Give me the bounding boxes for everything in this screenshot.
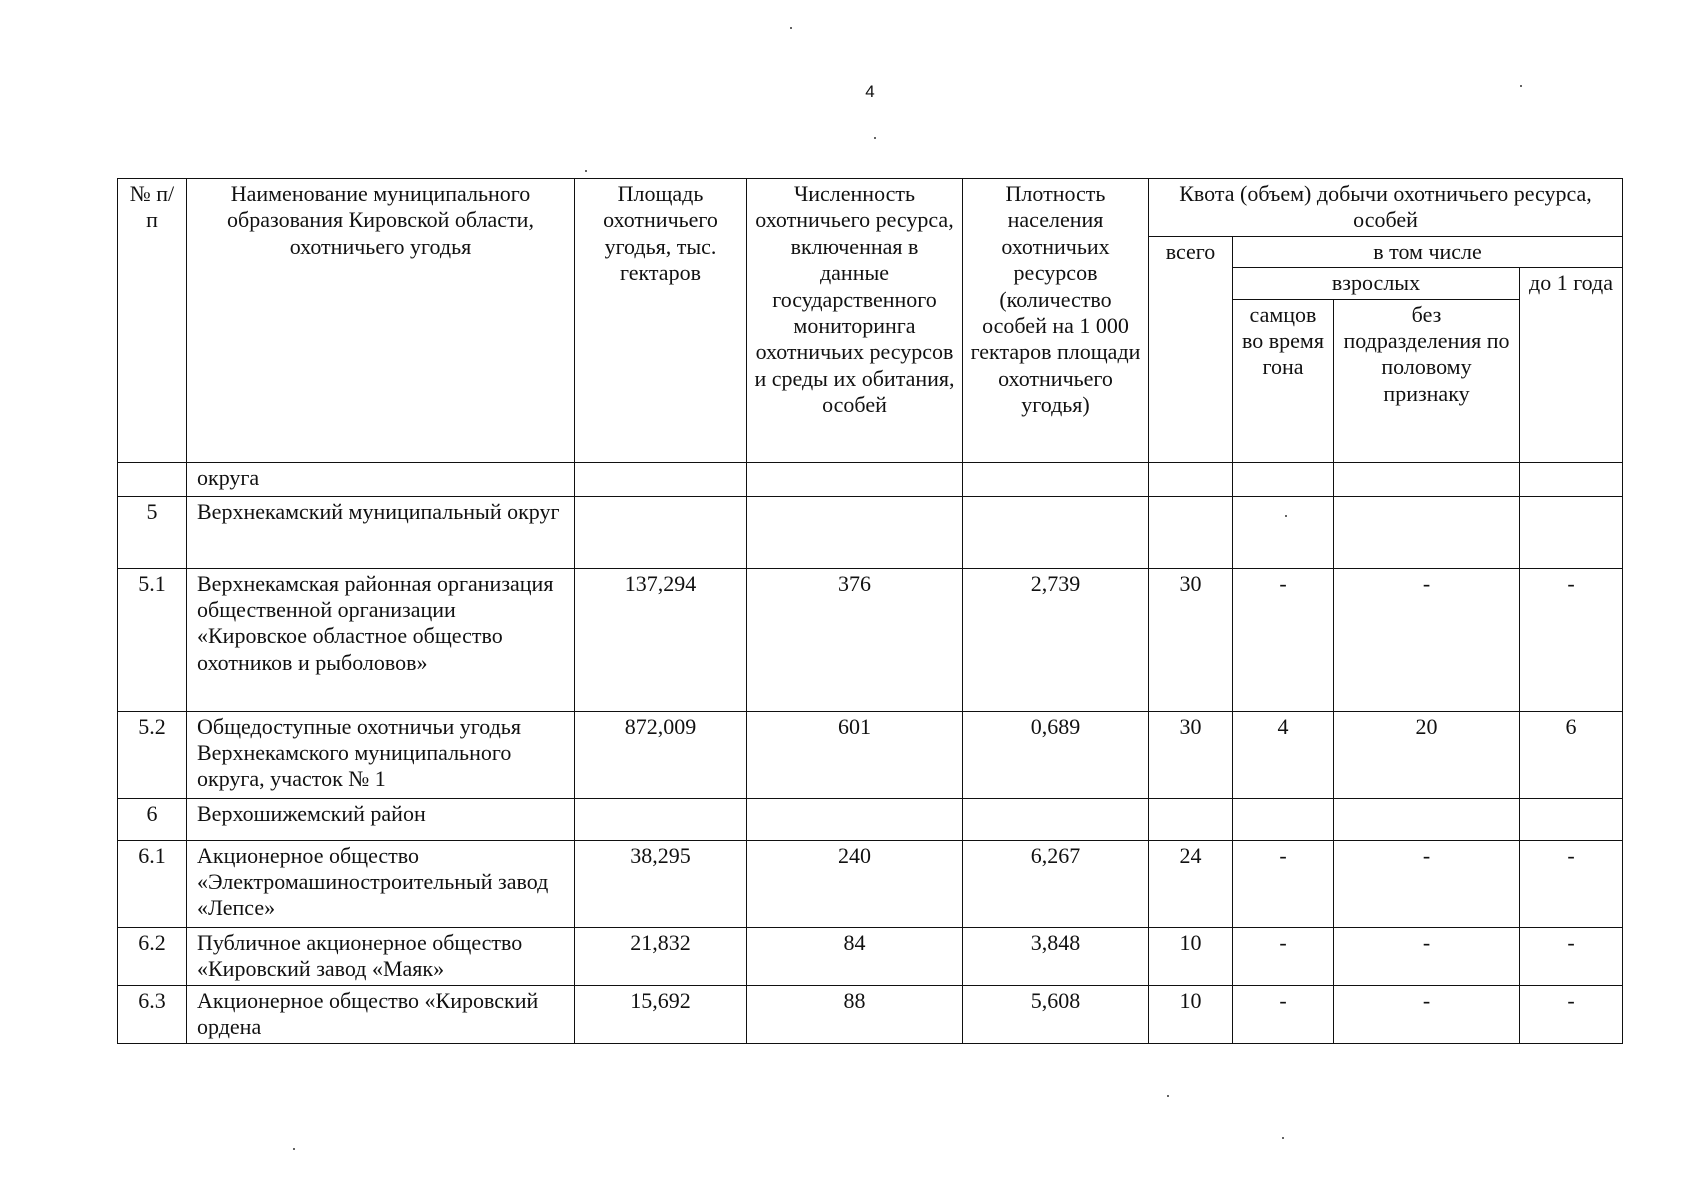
header-including: в том числе <box>1233 236 1623 267</box>
row-total: 30 <box>1149 568 1233 711</box>
row-area <box>575 462 747 496</box>
row-area: 137,294 <box>575 568 747 711</box>
row-count: 88 <box>747 985 963 1043</box>
scan-speck <box>1282 1137 1284 1139</box>
row-males <box>1233 462 1334 496</box>
row-no-sex <box>1334 462 1520 496</box>
row-males: - <box>1233 568 1334 711</box>
scan-speck <box>293 1148 295 1150</box>
row-num: 5 <box>118 496 187 568</box>
row-num: 5.1 <box>118 568 187 711</box>
row-males: - <box>1233 927 1334 985</box>
header-total: всего <box>1149 236 1233 462</box>
table-body <box>118 462 1623 1043</box>
row-density: 3,848 <box>963 927 1149 985</box>
row-under-year: - <box>1520 985 1623 1043</box>
row-density <box>963 798 1149 840</box>
row-males <box>1233 798 1334 840</box>
row-total: 30 <box>1149 711 1233 798</box>
row-num: 6.1 <box>118 840 187 927</box>
header-no-sex: без подразделения по половому признаку <box>1334 299 1520 462</box>
table-row <box>118 927 1623 985</box>
row-total: 10 <box>1149 985 1233 1043</box>
header-area: Площадь охотничьего угодья, тыс. гектаров <box>575 179 747 463</box>
row-name: Верхнекамский муниципальный округ <box>187 496 575 568</box>
row-name: Верхошижемский район <box>187 798 575 840</box>
row-count <box>747 496 963 568</box>
row-males: 4 <box>1233 711 1334 798</box>
header-num: № п/п <box>118 179 187 463</box>
row-no-sex <box>1334 496 1520 568</box>
row-count <box>747 798 963 840</box>
row-no-sex: - <box>1334 568 1520 711</box>
row-count: 376 <box>747 568 963 711</box>
header-adults: взрослых <box>1233 268 1520 299</box>
table-row <box>118 840 1623 927</box>
row-count: 84 <box>747 927 963 985</box>
row-no-sex: 20 <box>1334 711 1520 798</box>
row-under-year <box>1520 496 1623 568</box>
row-area: 15,692 <box>575 985 747 1043</box>
scan-speck <box>874 137 876 139</box>
row-area <box>575 798 747 840</box>
row-under-year: 6 <box>1520 711 1623 798</box>
row-under-year: - <box>1520 840 1623 927</box>
header-name: Наименование муниципального образования Кировской области, охотничьего угодья <box>187 179 575 463</box>
scan-speck <box>1285 515 1287 517</box>
row-density <box>963 496 1149 568</box>
scan-speck <box>1520 85 1522 87</box>
row-name: Акционерное общество «Электромашиностроительный завод «Лепсе» <box>187 840 575 927</box>
row-density: 6,267 <box>963 840 1149 927</box>
row-males <box>1233 496 1334 568</box>
table-row <box>118 568 1623 711</box>
row-name: округа <box>187 462 575 496</box>
row-total <box>1149 496 1233 568</box>
row-area <box>575 496 747 568</box>
row-no-sex: - <box>1334 985 1520 1043</box>
table-header <box>118 179 1623 463</box>
row-total: 24 <box>1149 840 1233 927</box>
row-area: 21,832 <box>575 927 747 985</box>
header-under-year: до 1 года <box>1520 268 1623 462</box>
row-no-sex: - <box>1334 927 1520 985</box>
row-count: 601 <box>747 711 963 798</box>
quota-table <box>117 178 1623 1044</box>
row-males: - <box>1233 985 1334 1043</box>
row-under-year: - <box>1520 927 1623 985</box>
row-name: Верхнекамская районная организация общественной организации «Кировское областное общество охотников и рыболовов» <box>187 568 575 711</box>
row-under-year <box>1520 798 1623 840</box>
scan-speck <box>1167 1095 1169 1097</box>
table-row <box>118 496 1623 568</box>
header-density: Плотность населения охотничьих ресурсов (количество особей на 1 000 гектаров площади охотничьего угодья) <box>963 179 1149 463</box>
header-males: самцов во время гона <box>1233 299 1334 462</box>
table-row <box>118 798 1623 840</box>
row-area: 38,295 <box>575 840 747 927</box>
page-number: 4 <box>865 82 875 101</box>
table-row <box>118 985 1623 1043</box>
row-males: - <box>1233 840 1334 927</box>
scan-speck <box>790 27 792 29</box>
row-num <box>118 462 187 496</box>
row-name: Акционерное общество «Кировский ордена <box>187 985 575 1043</box>
row-num: 6.3 <box>118 985 187 1043</box>
row-under-year: - <box>1520 568 1623 711</box>
row-no-sex: - <box>1334 840 1520 927</box>
row-count: 240 <box>747 840 963 927</box>
row-num: 6 <box>118 798 187 840</box>
row-density: 5,608 <box>963 985 1149 1043</box>
row-count <box>747 462 963 496</box>
table-row <box>118 711 1623 798</box>
table-row <box>118 462 1623 496</box>
scan-speck <box>585 170 587 172</box>
row-no-sex <box>1334 798 1520 840</box>
row-name: Публичное акционерное общество «Кировский завод «Маяк» <box>187 927 575 985</box>
row-name: Общедоступные охотничьи угодья Верхнекамского муниципального округа, участок № 1 <box>187 711 575 798</box>
row-num: 6.2 <box>118 927 187 985</box>
row-area: 872,009 <box>575 711 747 798</box>
row-density: 0,689 <box>963 711 1149 798</box>
row-total <box>1149 798 1233 840</box>
row-total: 10 <box>1149 927 1233 985</box>
header-quota: Квота (объем) добычи охотничьего ресурса, особей <box>1149 179 1623 237</box>
row-num: 5.2 <box>118 711 187 798</box>
header-count: Численность охотничьего ресурса, включенная в данные государственного мониторинга охотничьих ресурсов и среды их обитания, особей <box>747 179 963 463</box>
row-density <box>963 462 1149 496</box>
row-under-year <box>1520 462 1623 496</box>
row-density: 2,739 <box>963 568 1149 711</box>
row-total <box>1149 462 1233 496</box>
